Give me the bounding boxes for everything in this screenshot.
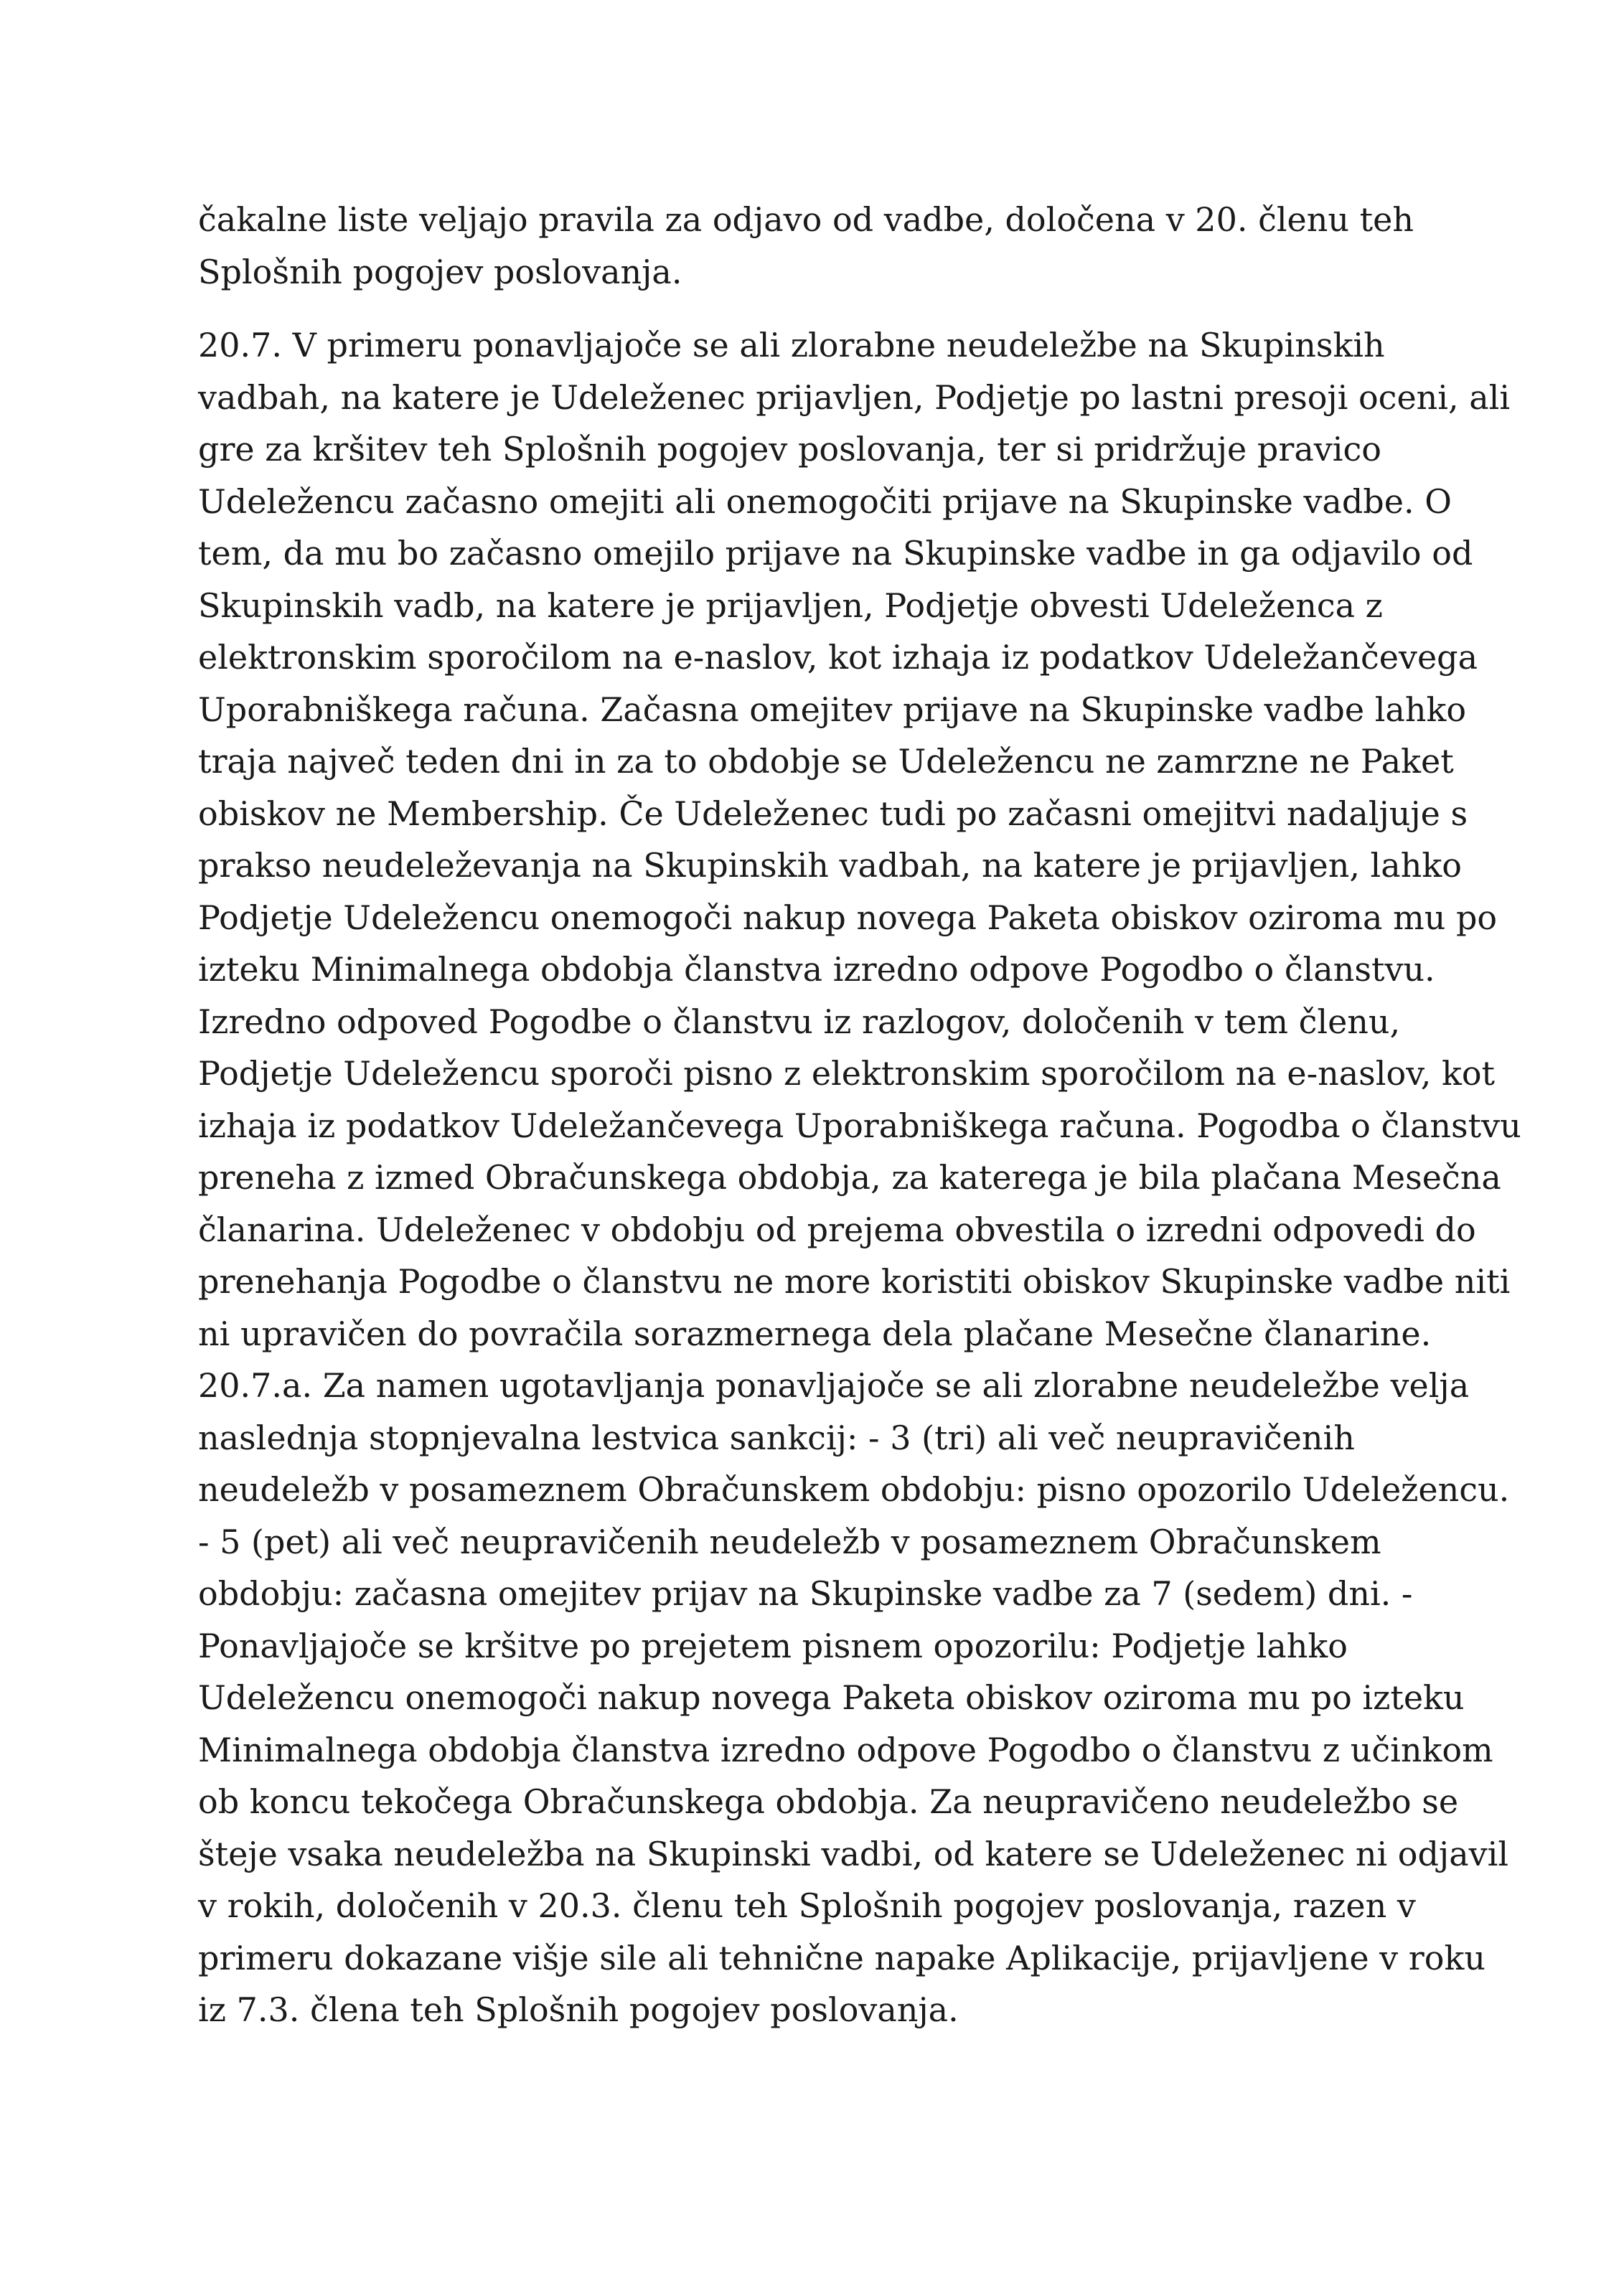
text-line: izhaja iz podatkov Udeležančevega Uporabniškega računa. Pogodba o članstvu — [198, 1106, 1521, 1145]
text-line: gre za kršitev teh Splošnih pogojev poslovanja, ter si pridržuje pravico — [198, 430, 1381, 469]
text-line: naslednja stopnjevalna lestvica sankcij: - 3 (tri) ali več neupravičenih — [198, 1418, 1355, 1457]
paragraph-article-20-7 — [198, 319, 1521, 2036]
text-line: obiskov ne Membership. Če Udeleženec tudi po začasni omejitvi nadaljuje s — [198, 794, 1468, 833]
text-line: primeru dokazane višje sile ali tehnične napake Aplikacije, prijavljene v roku — [198, 1938, 1485, 1977]
text-line: Udeležencu onemogoči nakup novega Paketa obiskov oziroma mu po izteku — [198, 1678, 1465, 1717]
text-line: Ponavljajoče se kršitve po prejetem pisnem opozorilu: Podjetje lahko — [198, 1626, 1348, 1665]
text-line: traja največ teden dni in za to obdobje se Udeležencu ne zamrzne ne Paket — [198, 742, 1454, 781]
text-line: vadbah, na katere je Udeleženec prijavljen, Podjetje po lastni presoji oceni, ali — [198, 377, 1511, 417]
text-line: Skupinskih vadb, na katere je prijavljen, Podjetje obvesti Udeleženca z — [198, 585, 1383, 625]
text-line: neudeležb v posameznem Obračunskem obdobju: pisno opozorilo Udeležencu. — [198, 1470, 1510, 1509]
text-line: Podjetje Udeležencu sporoči pisno z elektronskim sporočilom na e-naslov, kot — [198, 1054, 1496, 1093]
paragraph-continuation — [198, 194, 1447, 298]
text-line: 20.7.a. Za namen ugotavljanja ponavljajoče se ali zlorabne neudeležbe velja — [198, 1366, 1470, 1405]
text-line: obdobju: začasna omejitev prijav na Skupinske vadbe za 7 (sedem) dni. - — [198, 1574, 1413, 1613]
text-line: Izredno odpoved Pogodbe o članstvu iz razlogov, določenih v tem členu, — [198, 1002, 1401, 1041]
text-line: ob koncu tekočega Obračunskega obdobja. Za neupravičeno neudeležbo se — [198, 1782, 1459, 1821]
text-line: Minimalnega obdobja članstva izredno odpove Pogodbo o članstvu z učinkom — [198, 1730, 1493, 1769]
text-line: Udeležencu začasno omejiti ali onemogočiti prijave na Skupinske vadbe. O — [198, 481, 1452, 521]
document-body — [198, 194, 1521, 2036]
text-line: šteje vsaka neudeležba na Skupinski vadbi, od katere se Udeleženec ni odjavil — [198, 1834, 1509, 1873]
text-line: prakso neudeleževanja na Skupinskih vadbah, na katere je prijavljen, lahko — [198, 846, 1462, 885]
text-line: ni upravičen do povračila sorazmernega dela plačane Mesečne članarine. — [198, 1314, 1432, 1353]
text-line: čakalne liste veljajo pravila za odjavo od vadbe, določena v 20. členu teh — [198, 200, 1414, 239]
text-line: članarina. Udeleženec v obdobju od prejema obvestila o izredni odpovedi do — [198, 1210, 1476, 1249]
text-line: iz 7.3. člena teh Splošnih pogojev poslovanja. — [198, 1990, 959, 2029]
text-line: v rokih, določenih v 20.3. členu teh Splošnih pogojev poslovanja, razen v — [198, 1886, 1416, 1925]
text-line: preneha z izmed Obračunskega obdobja, za katerega je bila plačana Mesečna — [198, 1158, 1501, 1197]
text-line: Podjetje Udeležencu onemogoči nakup novega Paketa obiskov oziroma mu po — [198, 898, 1498, 937]
text-line: prenehanja Pogodbe o članstvu ne more koristiti obiskov Skupinske vadbe niti — [198, 1262, 1511, 1301]
text-line: Splošnih pogojev poslovanja. — [198, 252, 682, 291]
text-line: Uporabniškega računa. Začasna omejitev prijave na Skupinske vadbe lahko — [198, 690, 1467, 729]
text-line: elektronskim sporočilom na e-naslov, kot izhaja iz podatkov Udeležančevega — [198, 638, 1478, 677]
text-line: - 5 (pet) ali več neupravičenih neudeležb v posameznem Obračunskem — [198, 1522, 1381, 1561]
paragraph-spacer — [198, 298, 1447, 319]
text-line: izteku Minimalnega obdobja članstva izredno odpove Pogodbo o članstvu. — [198, 950, 1435, 989]
text-line: tem, da mu bo začasno omejilo prijave na Skupinske vadbe in ga odjavilo od — [198, 534, 1473, 573]
text-line: 20.7. V primeru ponavljajoče se ali zlorabne neudeležbe na Skupinskih — [198, 326, 1385, 364]
